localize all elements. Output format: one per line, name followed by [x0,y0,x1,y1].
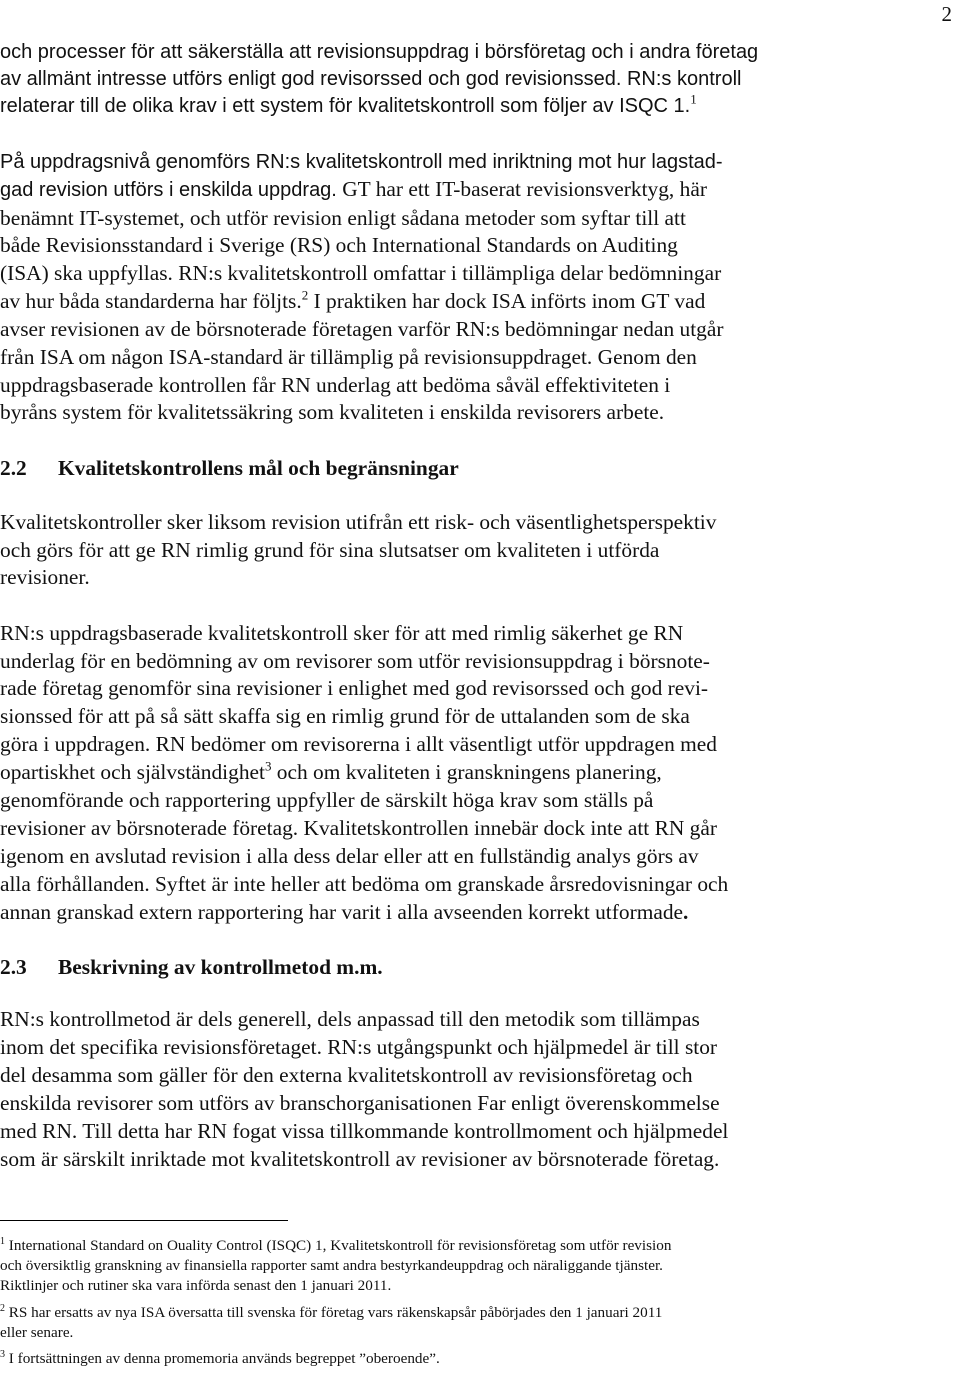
text-line: enskilda revisorer som utförs av branschorganisationen Far enligt överenskommelse [0,1091,720,1115]
text-line: igenom en avslutad revision i alla dess delar eller att en fullständig analys görs av [0,844,699,868]
footnote-separator [0,1220,288,1221]
text-line: och görs för att ge RN rimlig grund för sina slutsatser om kvaliteten i utförda [0,538,660,562]
text-run: annan granskad extern rapportering har varit i alla avseenden korrekt utformade [0,900,684,924]
footnote-line: Riktlinjer och rutiner ska vara införda senast den 1 januari 2011. [0,1277,392,1294]
text-run: gad revision utförs i enskilda uppdrag. [0,179,337,201]
text-line: alla förhållanden. Syftet är inte heller att bedöma om granskade årsredovisningar och [0,872,729,896]
text-line: RN:s kontrollmetod är dels generell, dels anpassad till den metodik som tillämpas [0,1007,700,1031]
text-line: och processer för att säkerställa att revisionsuppdrag i börsföretag och i andra företag [0,41,759,63]
text-line: genomförande och rapportering uppfyller de särskilt höga krav som ställs på [0,788,654,812]
section-heading-2-2 [0,454,459,482]
text-line [0,175,707,204]
text-line: benämnt IT-systemet, och utför revision enligt sådana metoder som syftar till att [0,206,686,230]
text-run: GT har ett IT-baserat revisionsverktyg, här [336,177,707,201]
text-line [0,758,662,786]
text-line: underlag för en bedömning av om revisorer som utför revisionsuppdrag i börsnote- [0,649,710,673]
text-run: relaterar till de olika krav i ett system för kvalitetskontroll som följer av ISQC 1. [0,95,691,117]
text-line: Kvalitetskontroller sker liksom revision utifrån ett risk- och väsentlighetsperspektiv [0,510,717,534]
section-number: 2.3 [0,955,27,979]
text-run: och om kvaliteten i granskningens planering, [271,760,662,784]
text-line: som är särskilt inriktade mot kvalitetskontroll av revisioner av börsnoterade företag. [0,1147,720,1171]
text-line: byråns system för kvalitetssäkring som kvaliteten i enskilda revisorers arbete. [0,400,665,424]
footnote-number: 3 [0,1349,5,1360]
footnote-line: eller senare. [0,1324,74,1341]
footnote-number: 1 [0,1236,5,1247]
footnote-text: I fortsättningen av denna promemoria används begreppet ”oberoende”. [5,1350,440,1367]
footnote-number: 2 [0,1303,5,1314]
text-line: inom det specifika revisionsföretaget. RN:s utgångspunkt och hjälpmedel är till stor [0,1035,718,1059]
text-run: av hur båda standarderna har följts. [0,289,302,313]
footnote-ref-2[interactable]: 2 [301,287,309,303]
text-line [0,287,705,315]
text-line: från ISA om någon ISA-standard är tillämplig på revisionsuppdraget. Genom den [0,345,697,369]
text-line: revisioner. [0,565,90,589]
text-run: opartiskhet och självständighet [0,760,265,784]
section-title: Beskrivning av kontrollmetod m.m. [58,955,383,979]
text-line: rade företag genomför sina revisioner i enlighet med god revisorssed och god revi- [0,676,709,700]
text-line: göra i uppdragen. RN bedömer om revisorerna i allt väsentligt utför uppdragen med [0,732,717,756]
text-run: I praktiken har dock ISA införts inom GT vad [308,289,706,313]
section-title: Kvalitetskontrollens mål och begränsningar [58,456,459,480]
text-line: revisioner av börsnoterade företag. Kvalitetskontrollen innebär dock inte att RN går [0,816,717,840]
text-line: både Revisionsstandard i Sverige (RS) och International Standards on Auditing [0,233,678,257]
text-line: av allmänt intresse utförs enligt god revisorssed och god revisionssed. RN:s kontroll [0,68,742,90]
footnote-2 [0,1303,662,1323]
section-number: 2.2 [0,456,27,480]
text-line [0,898,688,926]
footnote-line: och översiktlig granskning av finansiella rapporter samt andra bestyrkandeuppdrag och näraliggande tjänster. [0,1257,663,1274]
page-number: 2 [941,2,952,26]
text-line: (ISA) ska uppfyllas. RN:s kvalitetskontroll omfattar i tillämpliga delar bedömningar [0,261,722,285]
text-line: med RN. Till detta har RN fogat vissa tillkommande kontrollmoment och hjälpmedel [0,1119,729,1143]
footnote-ref-1[interactable]: 1 [690,91,697,107]
text-line: På uppdragsnivå genomförs RN:s kvalitetskontroll med inriktning mot hur lagstad- [0,151,723,173]
text-line [0,92,697,120]
text-line: avser revisionen av de börsnoterade företagen varför RN:s bedömningar nedan utgår [0,317,724,341]
text-line: sionssed för att på så sätt skaffa sig en rimlig grund för de uttalanden som de ska [0,704,690,728]
footnote-text: RS har ersatts av nya ISA översatta till svenska för företag vars räkenskapsår påbörjades den 1 januari 2011 [5,1304,663,1321]
footnote-3 [0,1349,440,1369]
section-heading-2-3 [0,953,383,981]
text-run: . [683,900,689,924]
text-line: RN:s uppdragsbaserade kvalitetskontroll sker för att med rimlig säkerhet ge RN [0,621,684,645]
text-line: uppdragsbaserade kontrollen får RN underlag att bedöma såväl effektiviteten i [0,373,671,397]
footnote-1 [0,1236,671,1256]
text-line: del desamma som gäller för den externa kvalitetskontroll av revisionsföretag och [0,1063,693,1087]
footnote-text: International Standard on Ouality Control (ISQC) 1, Kvalitetskontroll för revisionsföretag som utför revision [5,1237,672,1254]
footnote-ref-3[interactable]: 3 [264,758,272,774]
